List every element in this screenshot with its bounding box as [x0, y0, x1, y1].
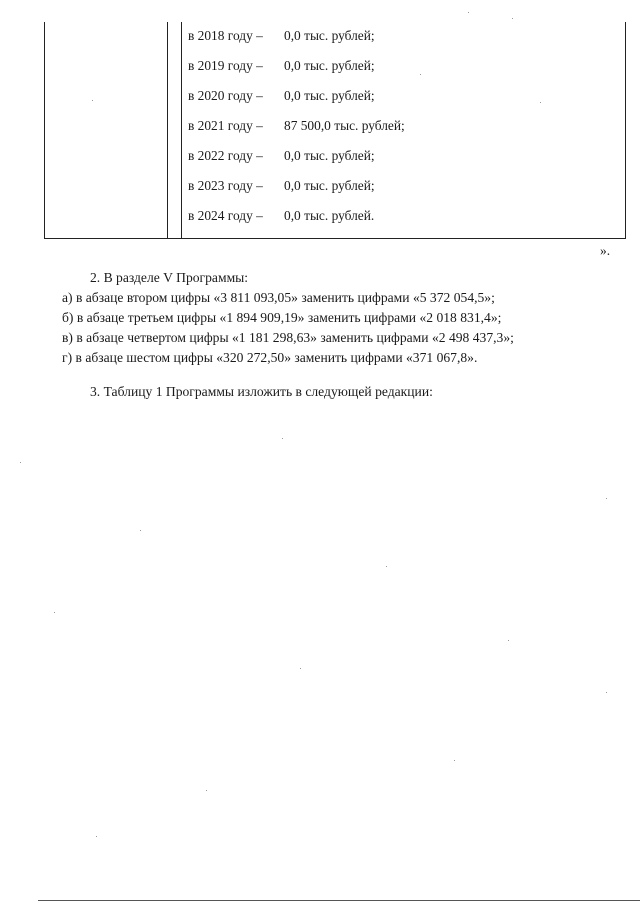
budget-year: в 2023 году – — [188, 178, 263, 193]
scan-speck — [54, 612, 55, 613]
scan-speck — [606, 498, 607, 499]
scan-speck — [386, 566, 387, 567]
scan-speck — [606, 692, 607, 693]
scan-speck — [512, 18, 513, 19]
budget-amount: 87 500,0 тыс. рублей; — [284, 118, 405, 133]
table-column-divider — [181, 22, 182, 239]
table-border-left — [44, 22, 45, 239]
budget-amount: 0,0 тыс. рублей; — [284, 58, 375, 73]
budget-year: в 2024 году – — [188, 208, 263, 223]
amendment-item: а) в абзаце втором цифры «3 811 093,05» заменить цифрами «5 372 054,5»; — [62, 290, 495, 305]
budget-row — [188, 26, 375, 46]
budget-row — [188, 146, 375, 166]
scan-speck — [468, 12, 469, 13]
budget-row — [188, 206, 374, 226]
budget-year: в 2019 году – — [188, 58, 263, 73]
budget-year: в 2022 году – — [188, 148, 263, 163]
budget-amount: 0,0 тыс. рублей; — [284, 178, 375, 193]
budget-table — [44, 22, 626, 239]
scan-speck — [282, 438, 283, 439]
budget-row — [188, 176, 375, 196]
budget-year: в 2021 году – — [188, 118, 263, 133]
scan-speck — [420, 74, 421, 75]
table-border-right — [625, 22, 626, 239]
budget-year: в 2018 году – — [188, 28, 263, 43]
budget-row — [188, 86, 375, 106]
scan-speck — [540, 102, 541, 103]
scan-speck — [140, 530, 141, 531]
section-2-heading: 2. В разделе V Программы: — [90, 270, 249, 285]
amendment-item: б) в абзаце третьем цифры «1 894 909,19» заменить цифрами «2 018 831,4»; — [62, 310, 502, 325]
budget-row — [188, 56, 375, 76]
budget-amount: 0,0 тыс. рублей; — [284, 88, 375, 103]
budget-amount: 0,0 тыс. рублей; — [284, 28, 375, 43]
scan-speck — [454, 760, 455, 761]
amendment-item: г) в абзаце шестом цифры «320 272,50» заменить цифрами «371 067,8». — [62, 350, 478, 365]
scan-speck — [20, 462, 21, 463]
scan-speck — [92, 100, 93, 101]
amendment-item: в) в абзаце четвертом цифры «1 181 298,63» заменить цифрами «2 498 437,3»; — [62, 330, 514, 345]
budget-row — [188, 116, 405, 136]
table-border-bottom — [44, 238, 626, 239]
budget-year: в 2020 году – — [188, 88, 263, 103]
scan-speck — [300, 668, 301, 669]
closing-quote: ». — [600, 243, 611, 258]
budget-amount: 0,0 тыс. рублей. — [284, 208, 375, 223]
scan-speck — [508, 640, 509, 641]
page-edge-line — [38, 900, 640, 901]
table-column-divider — [167, 22, 168, 239]
scan-speck — [206, 790, 207, 791]
scan-speck — [96, 836, 97, 837]
section-3-text: 3. Таблицу 1 Программы изложить в следующей редакции: — [90, 384, 433, 399]
budget-amount: 0,0 тыс. рублей; — [284, 148, 375, 163]
